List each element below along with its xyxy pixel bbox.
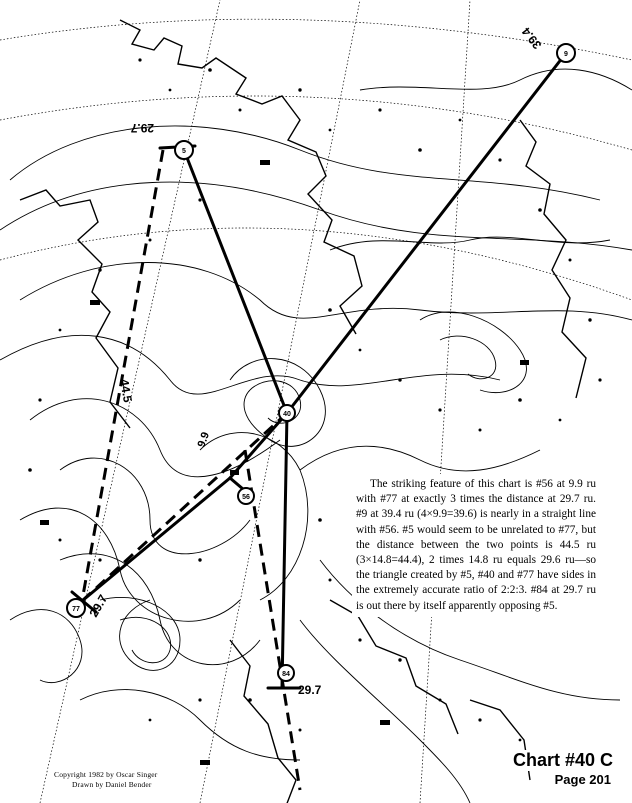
station-77-label: 77: [72, 606, 80, 613]
distance-label-9: 39.4: [518, 24, 545, 52]
caption-text: The striking feature of this chart is #56 at 9.9 ru with #77 at exactly 3 times the distance at 29.7 ru. #9 at 39.4 ru (4×9.9=39.6) is nearly in a straight line with #56. #5 would seem to be unrelated to #77, but the distance between the two points is 44.5 ru (3×14.8=44.4), 2 times 14.8 ru equals 29.6 ru—so the triangle created by #5, #40 and #77 have sides in the extremely accurate ratio of 2:2:3. #84 at 29.7 ru is out there by itself apparently opposing #5.: [356, 478, 596, 612]
distance-label-77: 29.7: [86, 592, 111, 620]
station-5-label: 5: [182, 148, 186, 155]
drawn-by-credit: Drawn by Daniel Bender: [72, 780, 152, 789]
line-center-to-84: [282, 413, 287, 688]
dashed-5-to-77: [82, 150, 163, 601]
distance-label-56: 9.9: [195, 430, 213, 450]
chart-title: Chart #40 C: [510, 750, 616, 771]
chart-caption: [352, 474, 600, 617]
distance-label-5-77: 44.5: [117, 378, 135, 404]
dashed-connection-lines: [82, 150, 300, 790]
distance-label-84: 29.7: [298, 683, 322, 697]
copyright-credit: Copyright 1982 by Oscar Singer: [54, 770, 158, 779]
station-84-label: 84: [282, 671, 290, 678]
station-9-label: 9: [564, 51, 568, 58]
distance-label-5: 29.7: [130, 121, 154, 135]
dashed-40-to-77: [82, 413, 287, 601]
page-number: Page 201: [552, 772, 614, 787]
station-56-label: 56: [242, 494, 250, 501]
line-center-to-56: [230, 413, 287, 478]
station-plot-marks: [28, 58, 601, 741]
station-40-label: 40: [283, 411, 291, 418]
